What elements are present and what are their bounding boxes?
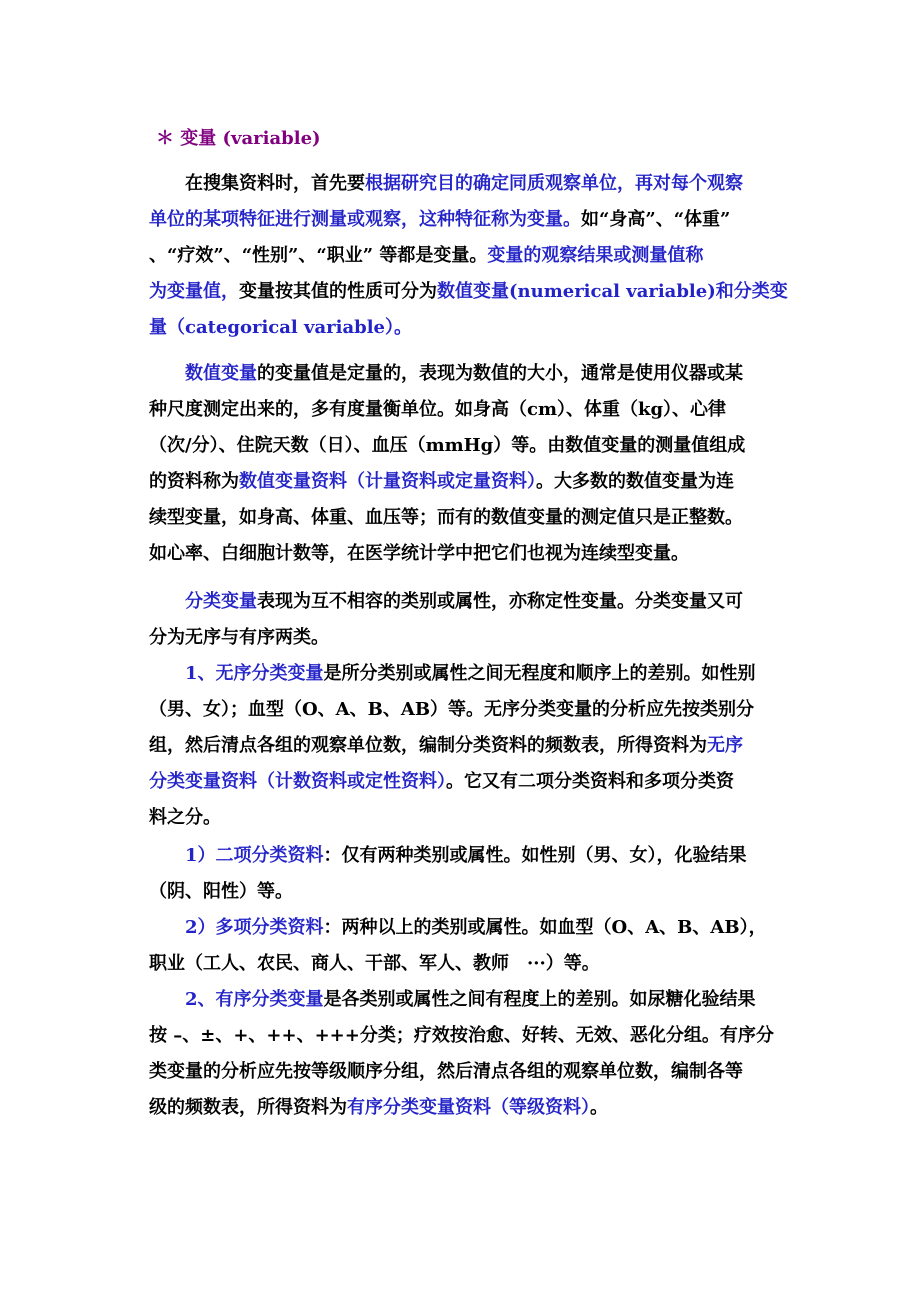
body-text: ：仅有两种类别或属性。如性别（男、女），化验结果 <box>323 845 747 866</box>
body-text: 如心率、白细胞计数等，在医学统计学中把它们也视为连续型变量。 <box>149 543 689 564</box>
text-line <box>149 880 293 904</box>
highlighted-text: 1）二项分类资料 <box>185 845 324 866</box>
text-line <box>149 734 743 758</box>
text-line <box>149 208 730 232</box>
body-text: 如“身高”、“体重” <box>581 209 731 230</box>
text-line <box>149 698 754 722</box>
text-line <box>149 806 221 830</box>
highlighted-text: 分类变量 <box>185 591 257 612</box>
body-text: 是各类别或属性之间有程度上的差别。如尿糖化验结果 <box>323 989 756 1010</box>
body-text: 的资料称为 <box>149 471 239 492</box>
highlighted-text: 变量的观察结果或测量值称 <box>487 245 704 266</box>
text-line <box>149 506 743 530</box>
text-line <box>185 662 756 686</box>
body-text: 续型变量，如身高、体重、血压等；而有的数值变量的测定值只是正整数。 <box>149 507 743 528</box>
text-line <box>149 770 734 794</box>
text-line <box>149 542 689 566</box>
text-line <box>149 1060 743 1084</box>
body-text: 级的频数表，所得资料为 <box>149 1097 347 1118</box>
highlighted-text: 单位的某项特征进行测量或观察，这种特征称为变量。 <box>149 209 581 230</box>
text-line <box>149 1096 608 1120</box>
highlighted-text: 根据研究目的确定同质观察单位，再对每个观察 <box>365 173 743 194</box>
section-heading: ＊ 变量 (variable) <box>156 128 321 149</box>
text-line <box>149 952 600 976</box>
text-line <box>185 590 743 614</box>
highlighted-text: 数值变量(numerical variable)和分类变 <box>437 281 788 302</box>
body-text: 。 <box>590 1097 608 1118</box>
body-text: 。它又有二项分类资料和多项分类资 <box>446 771 734 792</box>
text-line <box>149 316 412 340</box>
text-line <box>149 244 703 268</box>
text-line <box>185 362 743 386</box>
highlighted-text: 2）多项分类资料 <box>185 917 324 938</box>
highlighted-text: 数值变量 <box>185 363 257 384</box>
text-line <box>185 844 747 868</box>
text-line <box>185 916 767 940</box>
text-line <box>149 280 788 304</box>
body-text: 。大多数的数值变量为连 <box>536 471 734 492</box>
text-line <box>149 470 734 494</box>
body-text: 是所分类别或属性之间无程度和顺序上的差别。如性别 <box>323 663 756 684</box>
highlighted-text: 1、无序分类变量 <box>185 663 324 684</box>
highlighted-text: 2、有序分类变量 <box>185 989 324 1010</box>
highlighted-text: 有序分类变量资料（等级资料） <box>347 1097 590 1118</box>
body-text: 职业（工人、农民、商人、干部、军人、教师 ···）等。 <box>149 953 600 974</box>
body-text: 种尺度测定出来的，多有度量衡单位。如身高（cm）、体重（kg）、心律 <box>149 399 727 420</box>
body-text: 的变量值是定量的，表现为数值的大小，通常是使用仪器或某 <box>257 363 743 384</box>
highlighted-text: 为变量值， <box>149 281 239 302</box>
body-text: ：两种以上的类别或属性。如血型（O、A、B、AB）， <box>323 917 767 938</box>
body-text: （次/分）、住院天数（日）、血压（mmHg）等。由数值变量的测量值组成 <box>149 435 746 456</box>
text-line <box>149 434 745 458</box>
highlighted-text: 数值变量资料（计量资料或定量资料） <box>239 471 536 492</box>
highlighted-text: 分类变量资料（计数资料或定性资料） <box>149 771 446 792</box>
body-text: （阴、阳性）等。 <box>149 881 293 902</box>
body-text: 在搜集资料时，首先要 <box>185 173 365 194</box>
body-text: 类变量的分析应先按等级顺序分组，然后清点各组的观察单位数，编制各等 <box>149 1061 743 1082</box>
body-text: 按 –、±、+、++、+++分类；疗效按治愈、好转、无效、恶化分组。有序分 <box>149 1025 774 1046</box>
text-line <box>149 626 329 650</box>
highlighted-text: 量（categorical variable）。 <box>149 317 413 338</box>
body-text: 组，然后清点各组的观察单位数，编制分类资料的频数表，所得资料为 <box>149 735 707 756</box>
text-line <box>149 398 726 422</box>
body-text: 表现为互不相容的类别或属性，亦称定性变量。分类变量又可 <box>257 591 743 612</box>
text-line <box>185 172 743 196</box>
body-text: （男、女）；血型（O、A、B、AB）等。无序分类变量的分析应先按类别分 <box>149 699 755 720</box>
body-text: 变量按其值的性质可分为 <box>239 281 437 302</box>
text-line <box>149 1024 774 1048</box>
body-text: 、“疗效”、“性别”、“职业” 等都是变量。 <box>149 245 488 266</box>
highlighted-text: 无序 <box>707 735 743 756</box>
body-text: 分为无序与有序两类。 <box>149 627 329 648</box>
text-line <box>185 988 756 1012</box>
body-text: 料之分。 <box>149 807 221 828</box>
